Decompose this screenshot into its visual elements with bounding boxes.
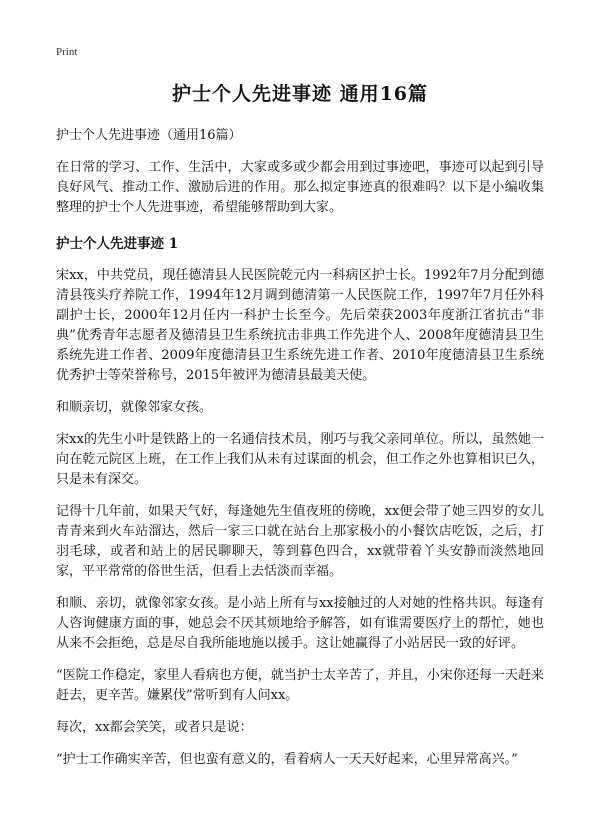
intro-paragraph: 在日常的学习、工作、生活中，大家或多或少都会用到过事迹吧，事迹可以起到引导良好风气、推动工作、激励后进的作用。那么拟定事迹真的很难吗？以下是小编收集整理的护士个人先进事迹，希望能够帮助到大家。	[56, 160, 544, 215]
print-label: Print	[56, 46, 78, 58]
document-subtitle: 护士个人先进事迹（通用16篇）	[56, 128, 242, 143]
body-paragraph-6: “医院工作稳定，家里人看病也方便，就当护士太辛苦了，并且，小宋你还每一天赶来赶去，更辛苦。嫌累伐”常听到有人问xx。	[56, 668, 544, 703]
body-paragraph-8: “护士工作确实辛苦，但也蛮有意义的，看着病人一天天好起来，心里异常高兴。”	[56, 752, 518, 767]
body-paragraph-2: 和顺亲切，就像邻家女孩。	[56, 400, 213, 415]
body-paragraph-7: 每次，xx都会笑笑，或者只是说：	[56, 720, 253, 735]
body-paragraph-5: 和顺、亲切，就像邻家女孩。是小站上所有与xx接触过的人对她的性格共识。每逢有人咨询健康方面的事，她总会不厌其烦地给予解答，如有谁需要医疗上的帮忙，她也从来不会拒绝，总是尽自我所能地施以援手。这让她赢得了小站居民一致的好评。	[56, 596, 544, 651]
body-paragraph-4: 记得十几年前，如果天气好，每逢她先生值夜班的傍晚，xx便会带了她三四岁的女儿青青来到火车站溜达，然后一家三口就在站台上那家极小的小餐饮店吃饭，之后，打羽毛球，或者和站上的居民聊聊天，等到暮色四合，xx就带着丫头安静而淡然地回家，平平常常的俗世生活，但看上去恬淡而幸福。	[56, 504, 544, 579]
body-paragraph-3: 宋xx的先生小叶是铁路上的一名通信技术员，刚巧与我父亲同单位。所以，虽然她一向在乾元院区上班，在工作上我们从未有过谋面的机会，但工作之外也算相识已久，只是未有深交。	[56, 432, 544, 487]
body-paragraph-1: 宋xx，中共党员，现任德清县人民医院乾元内一科病区护士长。1992年7月分配到德清县筏头疗养院工作，1994年12月调到德清第一人民医院工作，1997年7月任外科副护士长，2000年12月任内一科护士长至今。先后荣获2003年度浙江省抗击“非典”优秀青年志愿者及德清县卫生系统抗击非典工作先进个人、2008年度德清县卫生系统先进工作者、2009年度德清县卫生系统先进工作者、2010年度德清县卫生系统优秀护士等荣誉称号，2015年被评为德清县最美天使。	[56, 268, 544, 383]
document-title: 护士个人先进事迹 通用16篇	[171, 83, 429, 105]
section-heading: 护士个人先进事迹 1	[56, 236, 179, 252]
